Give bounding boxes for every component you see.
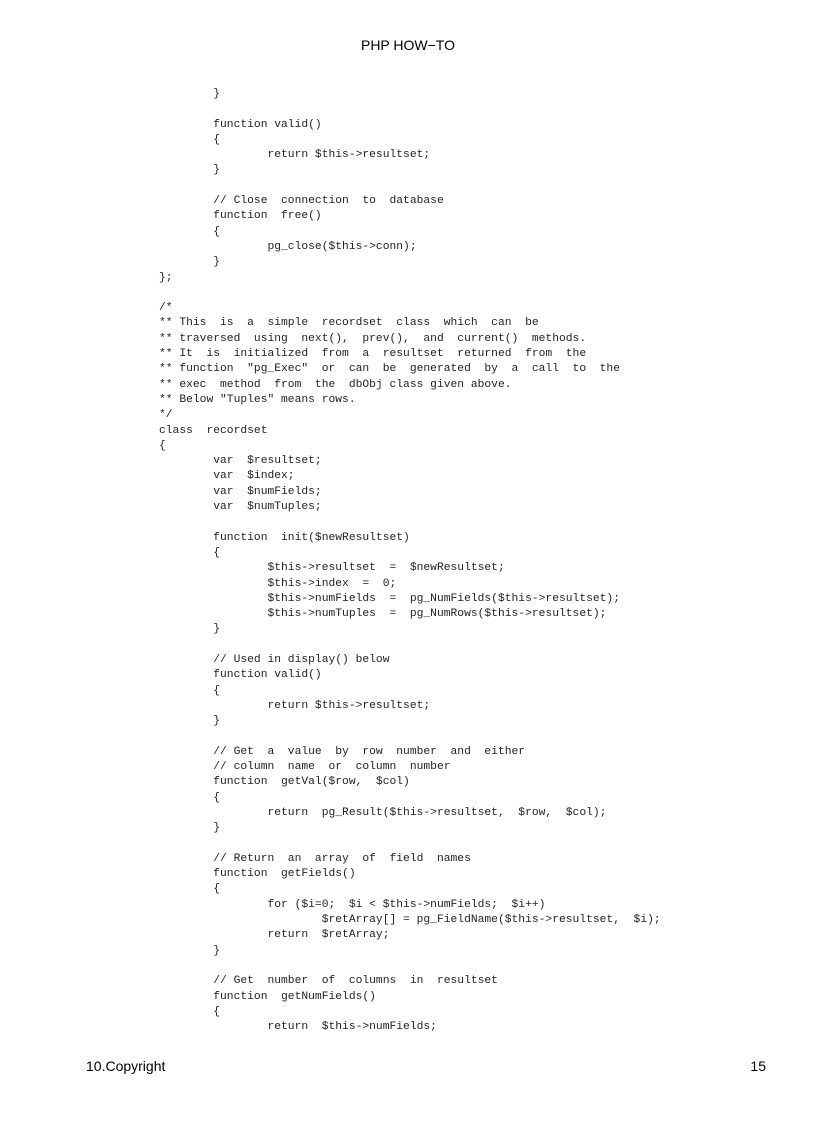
code-line: {: [159, 883, 221, 896]
code-line: [159, 837, 661, 852]
code-line: return $this->resultset;: [159, 699, 431, 712]
code-line: function getNumFields(): [159, 990, 376, 1003]
footer-section-title: 10.Copyright: [86, 1058, 166, 1074]
code-line: }: [159, 944, 221, 957]
code-line: function valid(): [159, 669, 322, 682]
code-line: [159, 638, 661, 653]
code-line: [159, 179, 661, 194]
code-line: $this->resultset = $newResultset;: [159, 562, 505, 575]
code-line: }: [159, 164, 221, 177]
code-line: function free(): [159, 210, 322, 223]
code-line: }: [159, 88, 221, 100]
code-line: // Return an array of field names: [159, 852, 471, 865]
code-line: ** Below "Tuples" means rows.: [159, 393, 356, 406]
code-line: ** It is initialized from a resultset returned from the: [159, 348, 587, 361]
code-line: return $this->resultset;: [159, 149, 431, 162]
code-line: }: [159, 822, 221, 835]
code-line: [159, 729, 661, 744]
code-line: {: [159, 791, 221, 804]
code-line: return $retArray;: [159, 929, 390, 942]
code-line: // Close connection to database: [159, 195, 444, 208]
code-line: }: [159, 256, 221, 269]
code-line: ** exec method from the dbObj class given above.: [159, 378, 512, 391]
code-line: /*: [159, 302, 173, 315]
code-line: function getFields(): [159, 868, 356, 881]
code-line: $this->index = 0;: [159, 577, 397, 590]
code-line: {: [159, 225, 221, 238]
code-line: for ($i=0; $i < $this->numFields; $i++): [159, 898, 546, 911]
code-line: function valid(): [159, 118, 322, 131]
code-line: var $numFields;: [159, 485, 322, 498]
code-line: ** traversed using next(), prev(), and current() methods.: [159, 332, 587, 345]
code-line: {: [159, 684, 221, 697]
code-line: function init($newResultset): [159, 531, 410, 544]
code-line: // Used in display() below: [159, 653, 390, 666]
code-line: {: [159, 133, 221, 146]
code-line: $this->numFields = pg_NumFields($this->resultset);: [159, 592, 620, 605]
code-listing: [159, 87, 661, 1035]
code-line: };: [159, 271, 173, 284]
code-line: return pg_Result($this->resultset, $row, $col);: [159, 806, 607, 819]
code-line: {: [159, 439, 166, 452]
code-line: class recordset: [159, 424, 268, 437]
page-header: PHP HOW−TO: [360, 37, 455, 53]
code-line: [159, 515, 661, 530]
code-line: {: [159, 546, 221, 559]
code-line: var $resultset;: [159, 455, 322, 468]
code-line: */: [159, 409, 173, 422]
code-line: ** function "pg_Exec" or can be generated by a call to the: [159, 363, 620, 376]
code-line: }: [159, 715, 221, 728]
code-line: [159, 102, 661, 117]
code-line: pg_close($this->conn);: [159, 240, 417, 253]
code-line: [159, 959, 661, 974]
code-line: return $this->numFields;: [159, 1021, 437, 1034]
code-line: $retArray[] = pg_FieldName($this->resultset, $i);: [159, 914, 661, 927]
code-line: var $numTuples;: [159, 501, 322, 514]
code-line: // column name or column number: [159, 761, 451, 774]
code-line: $this->numTuples = pg_NumRows($this->resultset);: [159, 608, 607, 621]
footer-page-number: 15: [750, 1058, 766, 1074]
code-line: }: [159, 623, 221, 636]
code-line: // Get number of columns in resultset: [159, 975, 498, 988]
code-line: function getVal($row, $col): [159, 776, 410, 789]
code-line: {: [159, 1005, 221, 1018]
code-line: // Get a value by row number and either: [159, 745, 526, 758]
code-line: ** This is a simple recordset class which can be: [159, 317, 539, 330]
code-line: [159, 286, 661, 301]
code-line: var $index;: [159, 470, 295, 483]
